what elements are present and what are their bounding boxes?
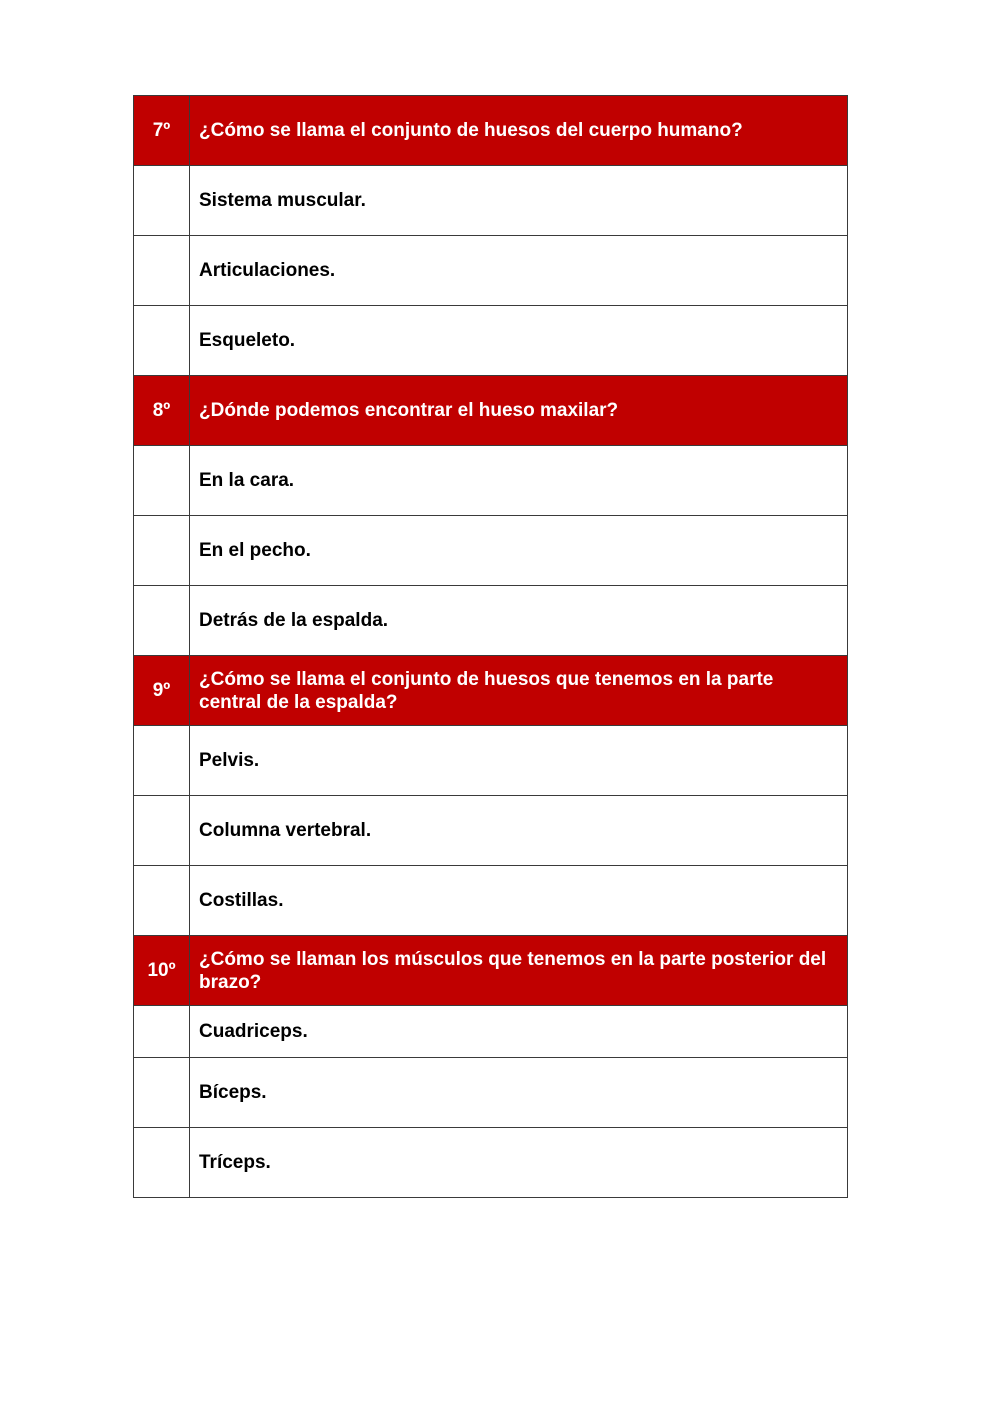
question-number: 9º (134, 656, 190, 726)
question-number: 10º (134, 936, 190, 1006)
answer-select-cell[interactable] (134, 586, 190, 656)
answer-option[interactable]: Bíceps. (190, 1058, 848, 1128)
question-number: 7º (134, 96, 190, 166)
answer-option[interactable]: Cuadriceps. (190, 1006, 848, 1058)
answer-row[interactable] (134, 516, 848, 586)
answer-row[interactable] (134, 1128, 848, 1198)
answer-select-cell[interactable] (134, 796, 190, 866)
answer-row[interactable] (134, 726, 848, 796)
answer-row[interactable] (134, 306, 848, 376)
answer-option[interactable]: En el pecho. (190, 516, 848, 586)
answer-select-cell[interactable] (134, 1006, 190, 1058)
answer-row[interactable] (134, 1006, 848, 1058)
answer-select-cell[interactable] (134, 1058, 190, 1128)
answer-row[interactable] (134, 166, 848, 236)
question-text: ¿Cómo se llaman los músculos que tenemos en la parte posterior del brazo? (190, 936, 848, 1006)
question-row-10 (134, 936, 848, 1006)
answer-option[interactable]: Columna vertebral. (190, 796, 848, 866)
question-row-9 (134, 656, 848, 726)
answer-row[interactable] (134, 796, 848, 866)
answer-select-cell[interactable] (134, 726, 190, 796)
answer-option[interactable]: Detrás de la espalda. (190, 586, 848, 656)
answer-row[interactable] (134, 1058, 848, 1128)
answer-select-cell[interactable] (134, 166, 190, 236)
answer-select-cell[interactable] (134, 516, 190, 586)
answer-select-cell[interactable] (134, 236, 190, 306)
answer-select-cell[interactable] (134, 1128, 190, 1198)
answer-select-cell[interactable] (134, 866, 190, 936)
question-text: ¿Cómo se llama el conjunto de huesos que tenemos en la parte central de la espalda? (190, 656, 848, 726)
answer-row[interactable] (134, 586, 848, 656)
answer-option[interactable]: Articulaciones. (190, 236, 848, 306)
answer-row[interactable] (134, 866, 848, 936)
answer-option[interactable]: Pelvis. (190, 726, 848, 796)
answer-row[interactable] (134, 236, 848, 306)
question-row-8 (134, 376, 848, 446)
answer-option[interactable]: Tríceps. (190, 1128, 848, 1198)
answer-option[interactable]: Esqueleto. (190, 306, 848, 376)
quiz-table (133, 95, 848, 1198)
question-row-7 (134, 96, 848, 166)
question-text: ¿Dónde podemos encontrar el hueso maxilar? (190, 376, 848, 446)
question-text: ¿Cómo se llama el conjunto de huesos del cuerpo humano? (190, 96, 848, 166)
answer-option[interactable]: Sistema muscular. (190, 166, 848, 236)
question-number: 8º (134, 376, 190, 446)
answer-select-cell[interactable] (134, 446, 190, 516)
answer-row[interactable] (134, 446, 848, 516)
answer-select-cell[interactable] (134, 306, 190, 376)
answer-option[interactable]: Costillas. (190, 866, 848, 936)
answer-option[interactable]: En la cara. (190, 446, 848, 516)
